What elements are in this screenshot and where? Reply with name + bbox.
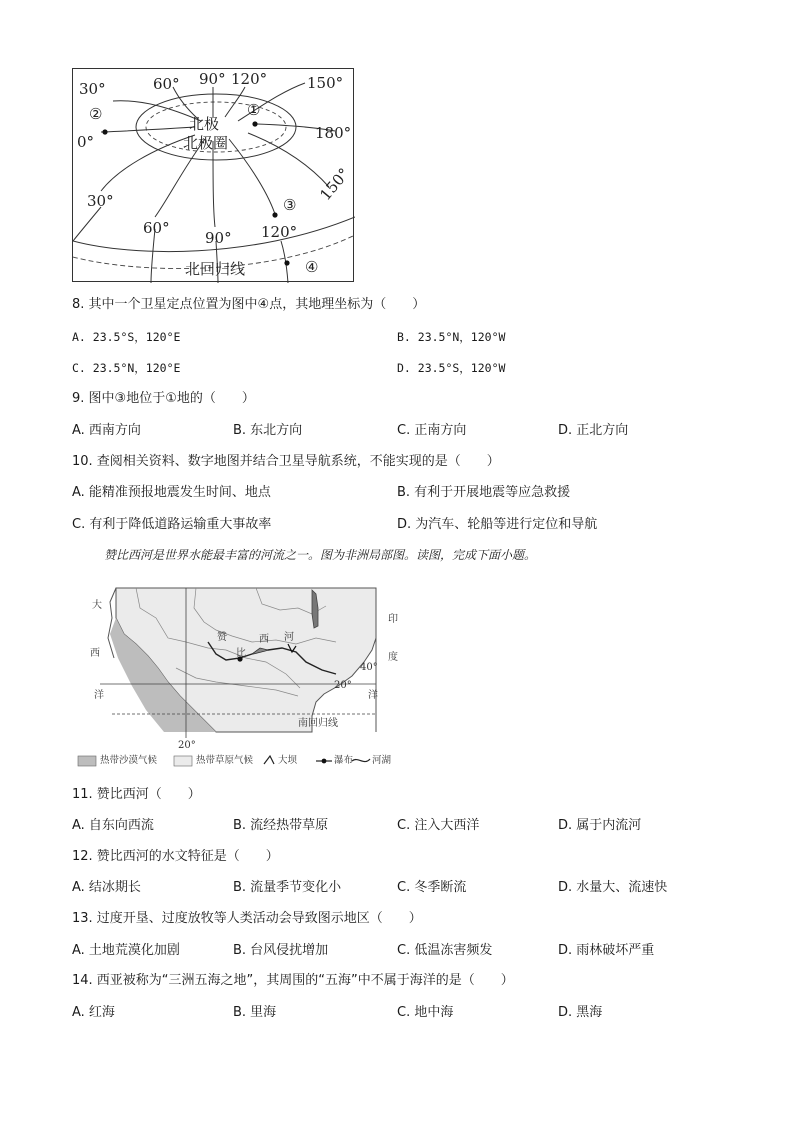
question-13-option-a[interactable]: A. 土地荒漠化加剧	[72, 943, 180, 958]
meridian-120-bottom	[229, 139, 275, 214]
polar-map-figure	[72, 68, 354, 282]
label-lon-20: 20°	[178, 740, 196, 751]
label-lat-20: 20°	[334, 680, 352, 691]
question-13-option-b[interactable]: B. 台风侵扰增加	[233, 943, 329, 958]
question-10-option-b[interactable]: B. 有利于开展地震等应急救援	[397, 485, 571, 500]
legend-river-icon	[352, 759, 370, 762]
question-14-option-d[interactable]: D. 黑海	[558, 1005, 603, 1020]
question-13-option-d[interactable]: D. 雨林破坏严重	[558, 943, 655, 958]
label-0: 0°	[77, 133, 95, 151]
point-4-dot	[284, 260, 289, 265]
question-8-option-a[interactable]: A. 23.5°S，120°E	[72, 330, 181, 344]
question-10-option-c[interactable]: C. 有利于降低道路运输重大事故率	[72, 517, 272, 532]
legend-savanna-label: 热带草原气候	[196, 755, 254, 766]
legend-savanna-swatch	[174, 756, 192, 766]
label-30-bottom: 30°	[87, 192, 114, 210]
question-12-option-b[interactable]: B. 流量季节变化小	[233, 880, 342, 895]
question-8-option-b[interactable]: B. 23.5°N，120°W	[397, 330, 506, 344]
label-lon-40: 40°	[360, 662, 378, 673]
label-river-zan: 赞	[217, 632, 227, 643]
africa-map-drawing	[76, 578, 396, 774]
question-13-option-c[interactable]: C. 低温冻害频发	[397, 943, 493, 958]
legend-desert-swatch	[78, 756, 96, 766]
point-1-dot	[252, 121, 257, 126]
label-arctic-circle: 北极圈	[183, 134, 229, 152]
label-180: 180°	[315, 124, 352, 142]
label-point-1: ①	[247, 101, 261, 119]
label-60-top: 60°	[153, 75, 180, 93]
question-12-option-d[interactable]: D. 水量大、流速快	[558, 880, 668, 895]
label-tropic-of-cancer: 北回归线	[185, 260, 246, 278]
question-8-option-c[interactable]: C. 23.5°N，120°E	[72, 361, 181, 375]
africa-map-figure	[76, 578, 396, 774]
label-indian-1: 印	[388, 614, 398, 625]
question-14-option-b[interactable]: B. 里海	[233, 1005, 277, 1020]
label-120-top: 120°	[231, 70, 268, 88]
question-11-option-c[interactable]: C. 注入大西洋	[397, 818, 480, 833]
question-9-option-c[interactable]: C. 正南方向	[397, 423, 467, 438]
label-90-bottom: 90°	[205, 229, 232, 247]
question-10-option-a[interactable]: A. 能精准预报地震发生时间、地点	[72, 485, 271, 500]
label-150-top: 150°	[307, 74, 344, 92]
question-9-stem: 9. 图中③地位于①地的（ ）	[72, 391, 255, 406]
meridian-30-tail	[73, 207, 101, 241]
question-11-option-b[interactable]: B. 流经热带草原	[233, 818, 329, 833]
polar-map-lines	[73, 69, 355, 283]
question-8-option-d[interactable]: D. 23.5°S，120°W	[397, 361, 506, 375]
legend-desert-label: 热带沙漠气候	[100, 755, 158, 766]
point-2-dot	[102, 129, 107, 134]
label-point-3: ③	[283, 196, 297, 214]
label-river-bi: 比	[236, 648, 246, 659]
legend-waterfall-icon	[322, 759, 327, 764]
label-atlantic-2: 西	[90, 648, 100, 659]
question-9-option-b[interactable]: B. 东北方向	[233, 423, 303, 438]
question-10-stem: 10. 查阅相关资料、数字地图并结合卫星导航系统，不能实现的是（ ）	[72, 454, 500, 469]
question-9-option-d[interactable]: D. 正北方向	[558, 423, 629, 438]
meridian-90-bottom	[213, 141, 215, 227]
question-11-stem: 11. 赞比西河（ ）	[72, 787, 201, 802]
question-11-option-d[interactable]: D. 属于内流河	[558, 818, 642, 833]
question-12-stem: 12. 赞比西河的水文特征是（ ）	[72, 849, 279, 864]
question-14-option-c[interactable]: C. 地中海	[397, 1005, 454, 1020]
legend-river-label: 河湖	[372, 755, 392, 766]
label-indian-2: 度	[388, 652, 398, 663]
label-120-bottom: 120°	[261, 223, 298, 241]
question-10-option-d[interactable]: D. 为汽车、轮船等进行定位和导航	[397, 517, 598, 532]
legend-waterfall-label: 瀑布	[334, 755, 354, 766]
label-river-he: 河	[284, 632, 294, 643]
label-90-top: 90°	[199, 70, 226, 88]
question-11-option-a[interactable]: A. 自东向西流	[72, 818, 154, 833]
label-atlantic-3: 洋	[94, 690, 104, 701]
legend-dam-icon	[264, 756, 274, 764]
point-3-dot	[272, 212, 277, 217]
passage-intro: 赞比西河是世界水能最丰富的河流之一。图为非洲局部图。读图，完成下面小题。	[104, 548, 537, 562]
label-60-bottom: 60°	[143, 219, 170, 237]
meridian-30-bottom	[101, 135, 195, 191]
label-indian-3: 洋	[368, 690, 378, 701]
label-30-top: 30°	[79, 80, 106, 98]
question-8-stem: 8. 其中一个卫星定点位置为图中④点，其地理坐标为（ ）	[72, 297, 426, 312]
question-12-option-a[interactable]: A. 结冰期长	[72, 880, 141, 895]
label-north-pole: 北极	[189, 115, 220, 133]
label-150-bottom: 150°	[316, 164, 354, 204]
question-9-option-a[interactable]: A. 西南方向	[72, 423, 141, 438]
meridian-30-top	[113, 101, 201, 121]
label-point-4: ④	[305, 258, 319, 276]
legend-dam-label: 大坝	[278, 755, 298, 766]
label-tropic-capricorn: 南回归线	[298, 718, 338, 729]
meridian-60-tail	[151, 229, 155, 283]
question-13-stem: 13. 过度开垦、过度放牧等人类活动会导致图示地区（ ）	[72, 911, 422, 926]
question-14-option-a[interactable]: A. 红海	[72, 1005, 115, 1020]
label-river-xi: 西	[259, 634, 269, 645]
label-atlantic-1: 大	[92, 600, 102, 611]
question-12-option-c[interactable]: C. 冬季断流	[397, 880, 467, 895]
meridian-0	[101, 127, 195, 132]
label-point-2: ②	[89, 105, 103, 123]
question-14-stem: 14. 西亚被称为“三洲五海之地”，其周围的“五海”中不属于海洋的是（ ）	[72, 973, 514, 988]
